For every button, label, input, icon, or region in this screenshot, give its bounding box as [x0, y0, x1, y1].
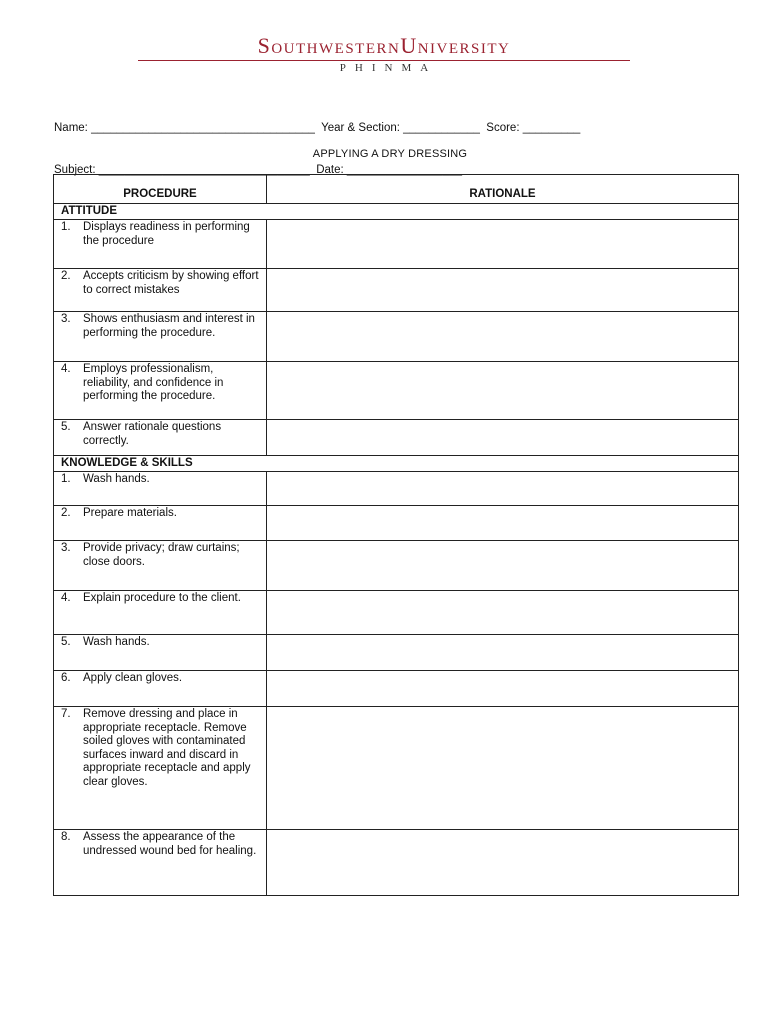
- item-number: 2.: [61, 507, 71, 519]
- item-text: Wash hands.: [83, 636, 150, 648]
- rationale-cell[interactable]: [267, 472, 739, 506]
- item-text: Provide privacy; draw curtains; close doors.: [83, 542, 240, 568]
- table-row: [54, 362, 739, 420]
- procedure-cell: [54, 830, 267, 896]
- table-row: [54, 830, 739, 896]
- item-number: 6.: [61, 672, 71, 684]
- rationale-cell[interactable]: [267, 707, 739, 830]
- rationale-cell[interactable]: [267, 541, 739, 591]
- section-row: [54, 204, 739, 220]
- table-row: [54, 541, 739, 591]
- procedure-cell: [54, 269, 267, 312]
- rationale-cell[interactable]: [267, 671, 739, 707]
- rationale-cell[interactable]: [267, 635, 739, 671]
- procedure-cell: [54, 591, 267, 635]
- item-text: Answer rationale questions correctly.: [83, 421, 222, 447]
- procedure-cell: [54, 671, 267, 707]
- item-text: Apply clean gloves.: [83, 672, 183, 684]
- item-text: Wash hands.: [83, 473, 150, 485]
- item-text: Explain procedure to the client.: [83, 592, 241, 604]
- item-number: 2.: [61, 270, 71, 282]
- item-text: Assess the appearance of the undressed wound bed for healing.: [83, 831, 257, 857]
- rationale-cell[interactable]: [267, 269, 739, 312]
- university-logo: [0, 34, 768, 74]
- procedure-cell: [54, 472, 267, 506]
- item-number: 7.: [61, 708, 71, 720]
- university-subtitle: PHINMA: [339, 62, 438, 74]
- rationale-header: RATIONALE: [267, 175, 739, 204]
- item-number: 4.: [61, 592, 71, 604]
- section-title-attitude: ATTITUDE: [54, 204, 739, 220]
- item-text: Employs professionalism, reliability, and confidence in performing the procedure.: [83, 363, 224, 402]
- procedure-cell: [54, 220, 267, 269]
- procedure-table: [53, 174, 739, 896]
- form-line-name[interactable]: Name: ___________________________________ Year & Section: ____________ Score: _________: [54, 122, 581, 134]
- item-number: 5.: [61, 636, 71, 648]
- table-header-row: [54, 175, 739, 204]
- item-text: Displays readiness in performing the procedure: [83, 221, 250, 247]
- university-name: SouthwesternUniversity: [257, 33, 511, 58]
- item-number: 1.: [61, 473, 71, 485]
- item-number: 3.: [61, 542, 71, 554]
- item-text: Accepts criticism by showing effort to correct mistakes: [83, 270, 259, 296]
- table-row: [54, 472, 739, 506]
- item-text: Prepare materials.: [83, 507, 177, 519]
- rationale-cell[interactable]: [267, 362, 739, 420]
- procedure-cell: [54, 362, 267, 420]
- procedure-cell: [54, 312, 267, 362]
- table-row: [54, 220, 739, 269]
- form-line-subject[interactable]: Subject: _________________________________ Date: __________________: [54, 164, 463, 176]
- item-number: 8.: [61, 831, 71, 843]
- procedure-header: PROCEDURE: [54, 175, 267, 204]
- table-row: [54, 420, 739, 456]
- procedure-cell: [54, 541, 267, 591]
- item-number: 3.: [61, 313, 71, 325]
- procedure-cell: [54, 420, 267, 456]
- table-row: [54, 635, 739, 671]
- table-row: [54, 591, 739, 635]
- table-row: [54, 312, 739, 362]
- table-row: [54, 506, 739, 541]
- table-row: [54, 707, 739, 830]
- procedure-cell: [54, 707, 267, 830]
- item-text: Remove dressing and place in appropriate receptacle. Remove soiled gloves with contaminated surfaces inward and discard in appropriate receptacle and apply clear gloves.: [83, 708, 251, 788]
- procedure-cell: [54, 635, 267, 671]
- rationale-cell[interactable]: [267, 591, 739, 635]
- document-title: APPLYING A DRY DRESSING: [312, 148, 468, 160]
- table-row: [54, 671, 739, 707]
- procedure-cell: [54, 506, 267, 541]
- item-text: Shows enthusiasm and interest in performing the procedure.: [83, 313, 255, 339]
- item-number: 5.: [61, 421, 71, 433]
- rationale-cell[interactable]: [267, 312, 739, 362]
- section-title-knowledge-skills: KNOWLEDGE & SKILLS: [54, 456, 739, 472]
- item-number: 4.: [61, 363, 71, 375]
- item-number: 1.: [61, 221, 71, 233]
- rationale-cell[interactable]: [267, 220, 739, 269]
- rationale-cell[interactable]: [267, 830, 739, 896]
- section-row: [54, 456, 739, 472]
- rationale-cell[interactable]: [267, 506, 739, 541]
- logo-divider: [138, 60, 630, 61]
- table-row: [54, 269, 739, 312]
- rationale-cell[interactable]: [267, 420, 739, 456]
